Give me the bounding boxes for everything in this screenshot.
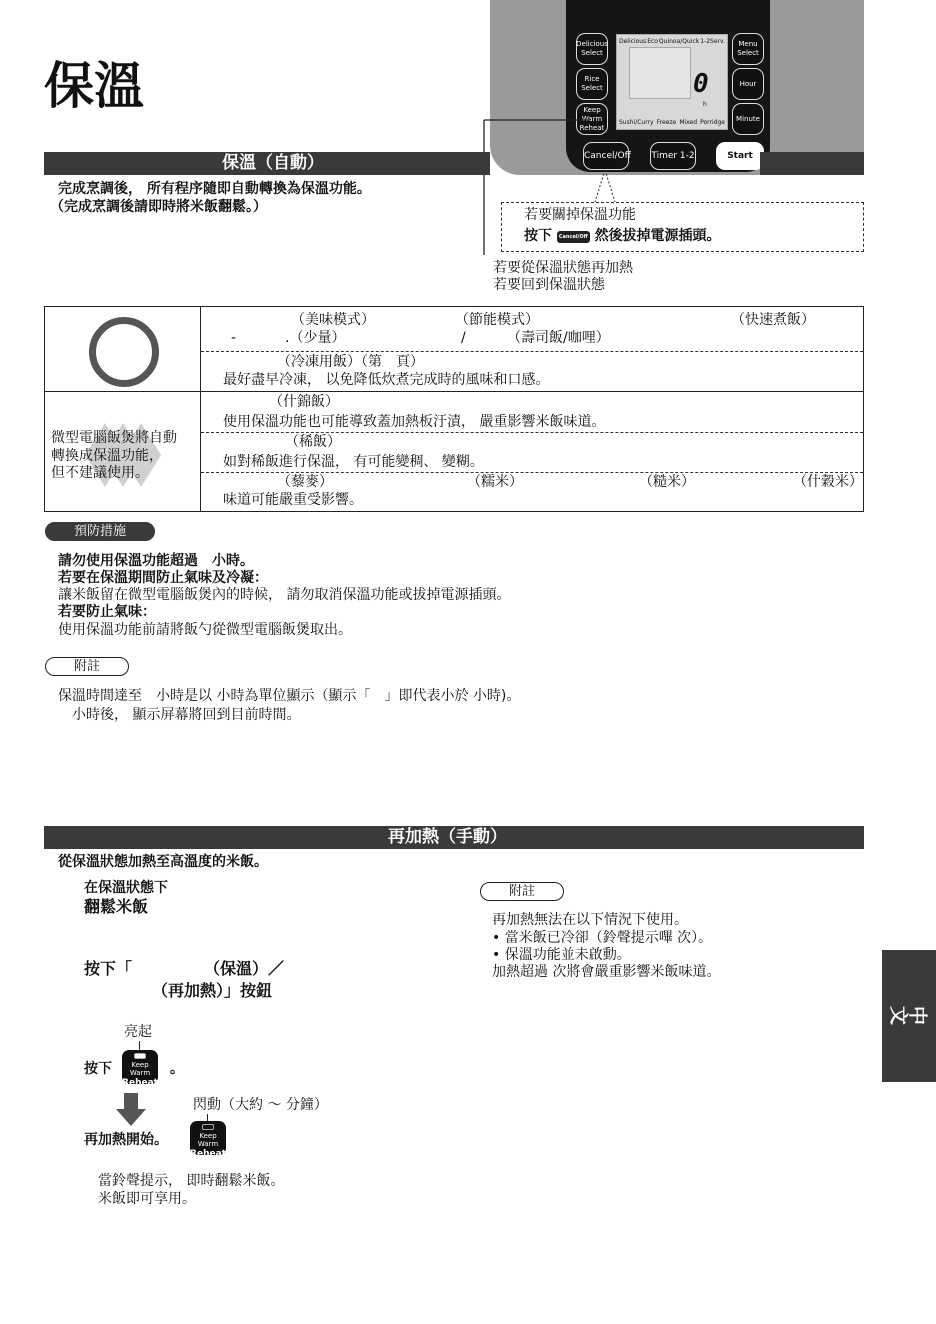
note2-label: 附註 [480,882,564,901]
rice-select-button: Rice Select [576,68,608,100]
cancel-off-inline-button: Cancel/Off [557,231,590,243]
row2-line1: （冷凍用飯）（第 頁） [277,354,424,370]
reheat-start-label: 再加熱開始。 [84,1132,168,1148]
precaution-line-1: 請勿使用保溫功能超過 小時。 [58,553,254,569]
start-button: Start [716,142,764,170]
precaution-line-4: 若要防止氣味： [58,604,156,620]
row5-line2: 味道可能嚴重受影響。 [223,492,363,508]
down-arrow-icon [116,1093,146,1127]
turn-off-box [501,202,864,252]
timer-button: Timer 1-2 [650,142,696,170]
not-recommended-line2: 轉換成保溫功能， [51,448,163,464]
display-window [629,47,691,99]
end-line2: 米飯即可享用。 [98,1191,196,1207]
note2-line4: 加熱超過 次將會嚴重影響米飯味道。 [492,964,721,980]
keep-warm-reheat-icon-lit: Keep Warm Reheat [122,1050,158,1084]
precaution-line-2: 若要在保溫期間防止氣味及冷凝： [58,570,268,586]
reheat-note-2: 若要回到保溫狀態 [493,277,605,293]
manual-section-title: 再加熱（手動） [388,827,507,847]
reheat-note-1: 若要從保溫狀態再加熱 [493,260,633,276]
auto-intro-line2: （完成烹調後請即時將米飯翻鬆。） [50,199,267,215]
not-recommended-line1: 微型電腦飯煲將自動 [51,430,177,446]
step2-line1: 按下「 （保溫）／ [84,959,285,978]
manual-section-bar [44,826,864,849]
display-unit: h [703,101,707,108]
language-side-tab [882,950,936,1082]
note2-line3: • 保溫功能並未啟動。 [492,947,631,963]
table-dash-1 [201,351,863,352]
turn-off-line1: 若要關掉保溫功能 [524,207,636,223]
note1-line1: 保溫時間達至 小時是以 小時為單位顯示（顯示「 」即代表小於 小時)。 [58,688,521,704]
menu-select-button: Menu Select [732,33,764,65]
row3-line2: 使用保溫功能也可能導致蓋加熱板汙漬， 嚴重影響米飯味道。 [223,414,606,430]
press-post: 。 [170,1061,184,1077]
mode-table [44,306,864,512]
recommended-circle-icon [89,317,159,387]
minute-button: Minute [732,103,764,135]
row5-line1: （藜麥） （糯米） （糙米） （什穀米） [277,474,863,490]
row4-line1: （稀飯） [285,434,341,450]
display-digit: 0 [693,69,709,99]
keep-warm-reheat-button: Keep Warm Reheat [576,103,608,135]
cancel-off-button: Cancel/Off [583,142,629,170]
language-side-tab-label: 中文 [890,1003,928,1025]
end-line1: 當鈴聲提示， 即時翻鬆米飯。 [98,1173,285,1189]
delicious-select-button: Delicious Select [576,33,608,65]
lit-label: 亮起 [124,1024,152,1040]
precautions-label: 預防措施 [45,522,155,541]
precaution-line-3: 讓米飯留在微型電腦飯煲內的時候， 請勿取消保溫功能或拔掉電源插頭。 [58,587,511,603]
auto-intro-line1: 完成烹調後， 所有程序隨即自動轉換為保溫功能。 [58,181,371,197]
flash-label: 閃動（大約 ～ 分鐘） [193,1097,328,1113]
auto-section-bar [44,152,490,175]
step1-line1: 在保溫狀態下 [84,880,168,896]
lcd-display [616,34,728,130]
precaution-line-5: 使用保溫功能前請將飯勺從微型電腦飯煲取出。 [58,622,352,638]
step2-line2: （再加熱）」按鈕 [152,981,273,1000]
row1-line1: （美味模式） （節能模式） （快速煮飯） [291,312,815,328]
page-title: 保溫 [44,57,144,115]
row3-line1: （什錦飯） [269,394,339,410]
step1-line2: 翻鬆米飯 [84,897,149,916]
turn-off-line2: 按下 Cancel/Off 然後拔掉電源插頭。 [524,228,721,244]
display-bottom-labels: Sushi/Curry Freeze Mixed Porridge [619,119,725,126]
keep-warm-reheat-icon-flashing: Keep Warm Reheat [190,1121,226,1155]
hour-button: Hour [732,68,764,100]
auto-section-title: 保溫（自動） [222,153,324,173]
auto-section-bar-right [760,152,864,175]
table-mid-divider [45,391,863,392]
row1-line2: - .（少量） / （壽司飯/咖哩） [231,330,610,346]
row4-line2: 如對稀飯進行保溫， 有可能變稠、 變糊。 [223,454,484,470]
press-pre: 按下 [84,1061,112,1077]
note1-line2: 小時後， 顯示屏幕將回到目前時間。 [58,707,301,723]
not-recommended-line3: 但不建議使用。 [51,465,149,481]
note2-line1: 再加熱無法在以下情況下使用。 [492,912,688,928]
row2-line2: 最好盡早冷凍， 以免降低炊煮完成時的風味和口感。 [223,372,550,388]
note1-label: 附註 [45,657,129,676]
note2-line2: • 當米飯已冷卻（鈴聲提示嗶 次）。 [492,930,713,946]
display-top-labels: Delicious Eco Quinoa/Quick 1-2Serv. [619,38,725,45]
manual-intro: 從保溫狀態加熱至高溫度的米飯。 [58,854,268,870]
